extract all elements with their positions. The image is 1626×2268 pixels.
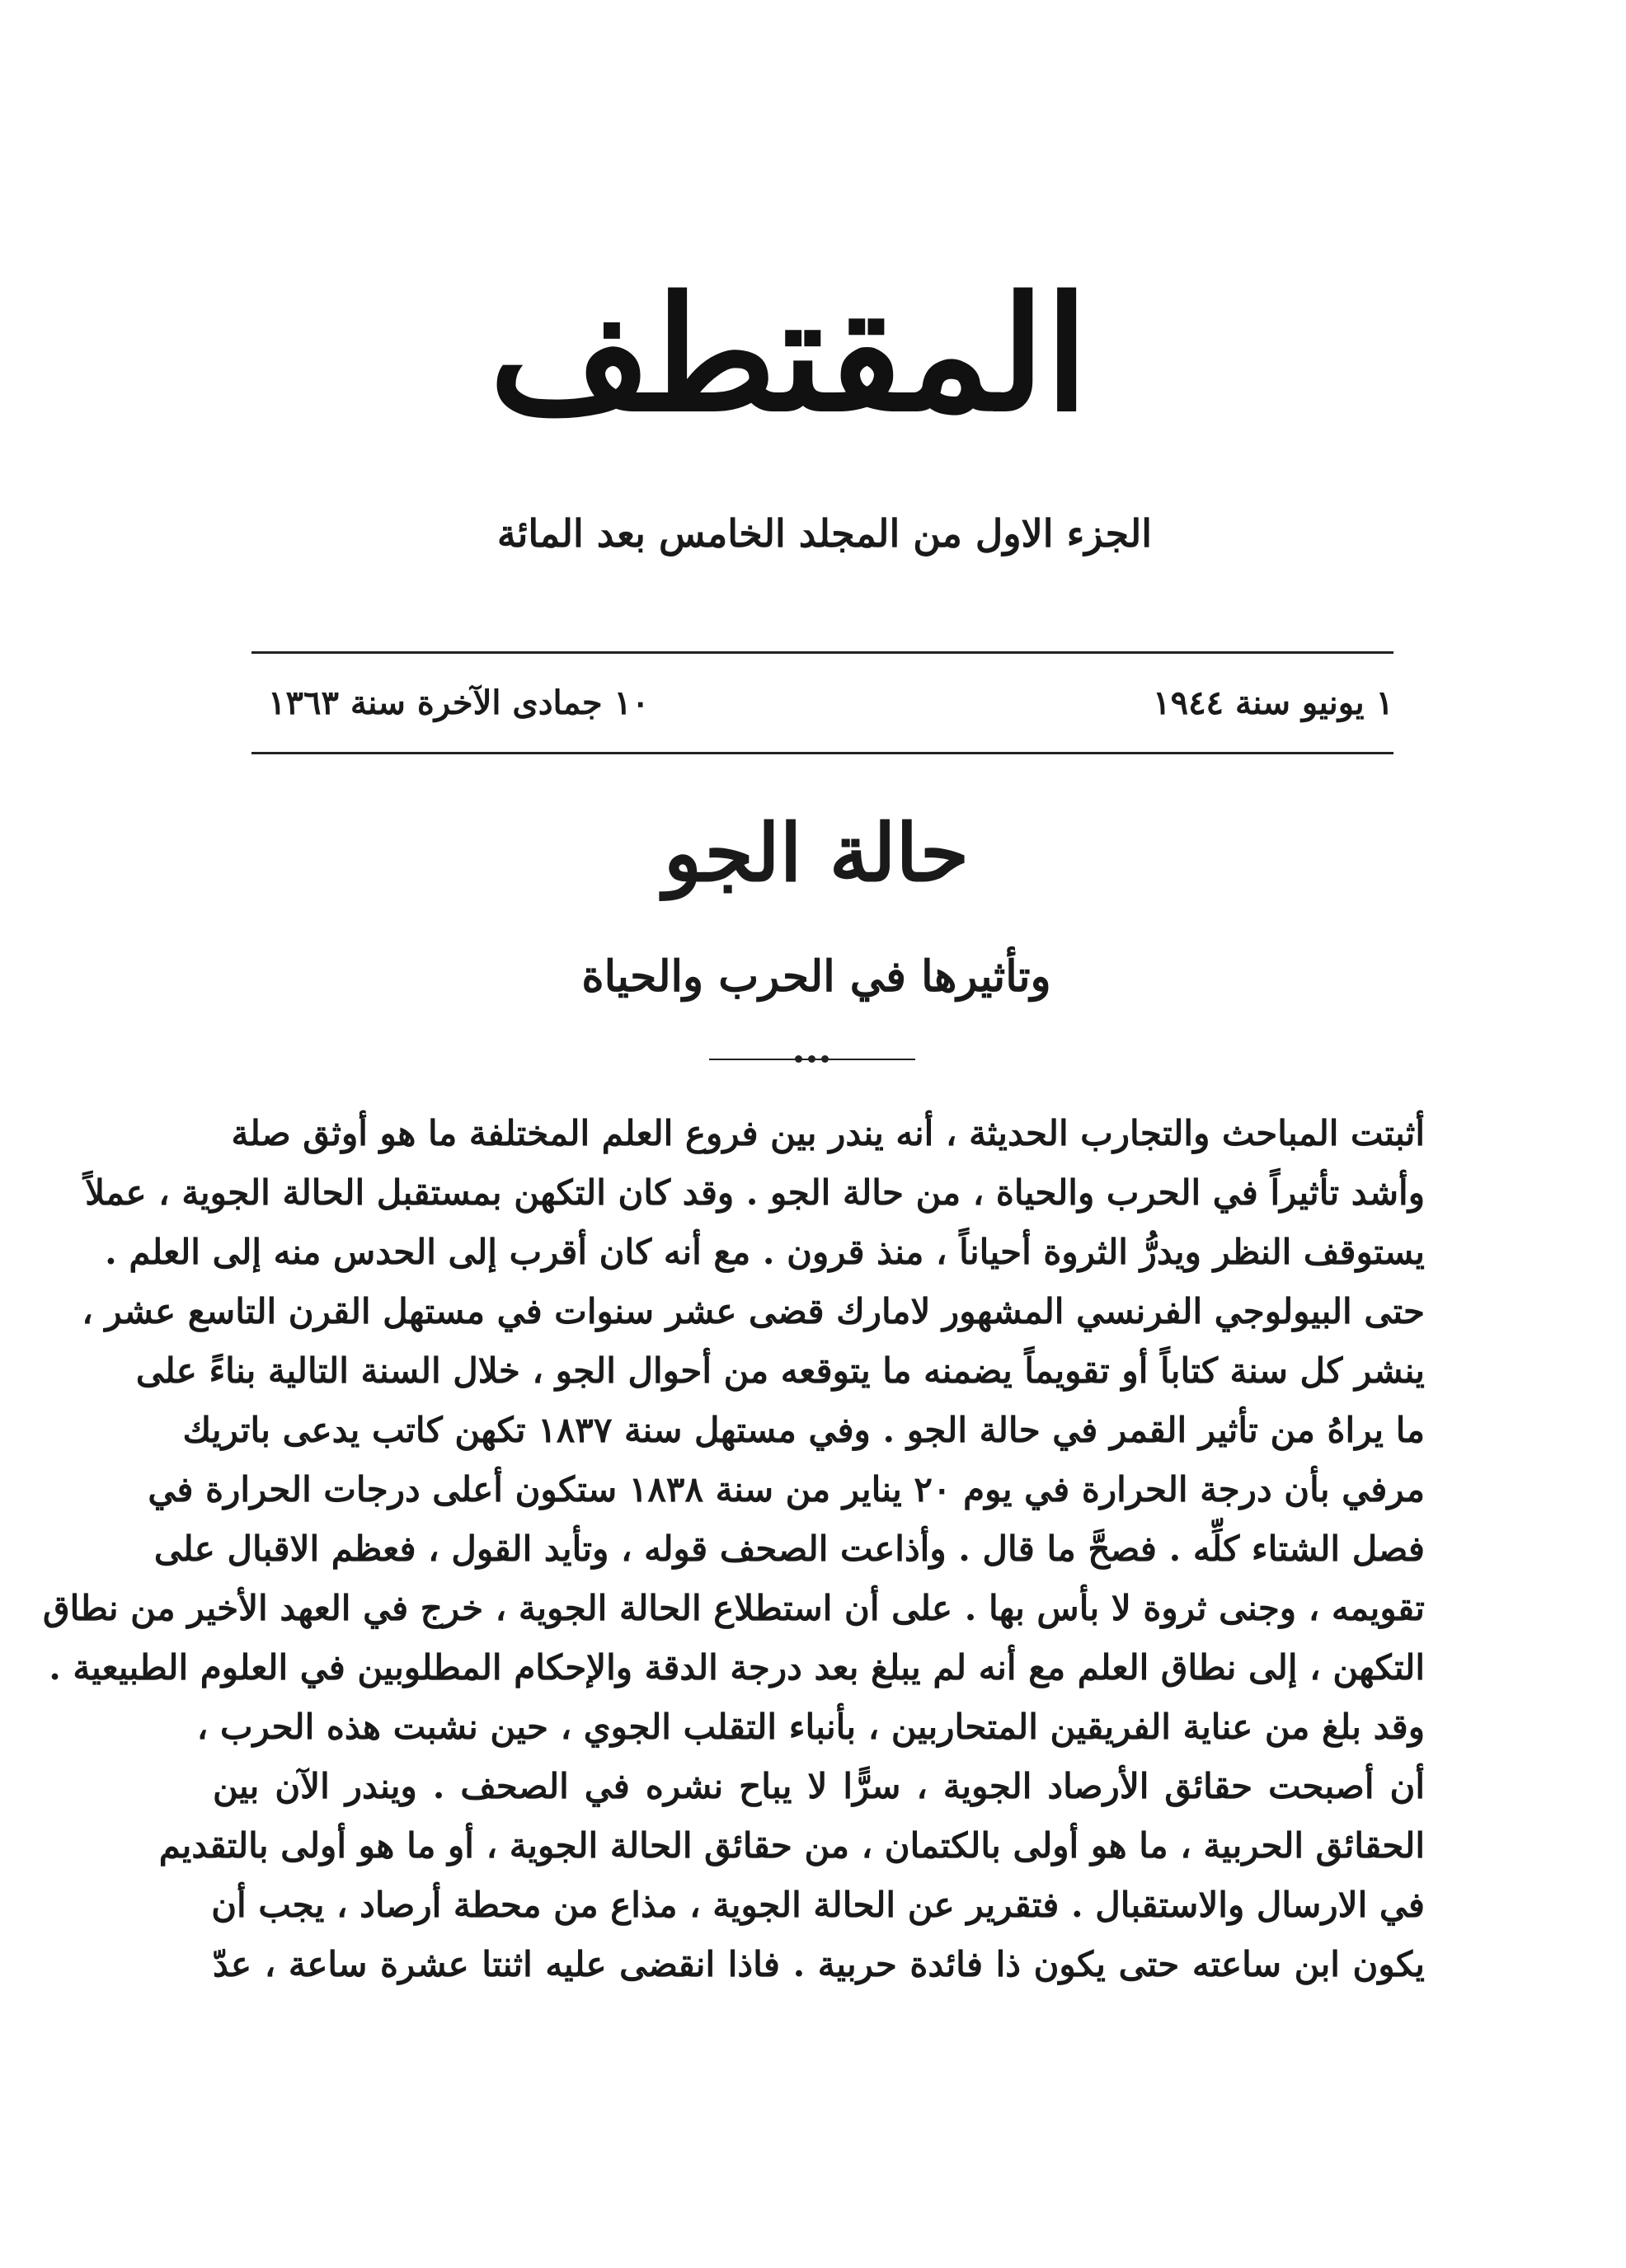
hijri-date: ١٠ جمادى الآخرة سنة ١٣٦٣ <box>268 683 650 722</box>
body-line: تقويمه ، وجنى ثروة لا بأس بها . على أن استطلاع الحالة الجوية ، خرج في العهد الأخير من نطاق <box>43 1588 1425 1628</box>
body-line: وقد بلغ من عناية الفريقين المتحاربين ، بأنباء التقلب الجوي ، حين نشبت هذه الحرب ، <box>196 1707 1425 1747</box>
dateline-top-rule <box>251 651 1393 654</box>
gregorian-date: ١ يونيو سنة ١٩٤٤ <box>1153 683 1393 722</box>
article-title: حالة الجو <box>663 806 970 899</box>
volume-line: الجزء الاول من المجلد الخامس بعد المائة <box>496 511 1153 556</box>
body-line: الحقائق الحربية ، ما هو أولى بالكتمان ، من حقائق الحالة الجوية ، أو ما هو أولى بالتقديم <box>158 1825 1425 1866</box>
dateline-bottom-rule <box>251 752 1393 754</box>
body-line: وأشد تأثيراً في الحرب والحياة ، من حالة الجو . وقد كان التكهن بمستقبل الحالة الجوية ، عملاً <box>85 1172 1425 1213</box>
ornament-dot <box>808 1055 815 1063</box>
body-line: ينشر كل سنة كتاباً أو تقويماً يضمنه ما يتوقعه من أحوال الجو ، خلال السنة التالية بناءً على <box>135 1350 1425 1391</box>
body-line: مرفي بأن درجة الحرارة في يوم ٢٠ يناير من سنة ١٨٣٨ ستكون أعلى درجات الحرارة في <box>148 1469 1425 1510</box>
body-line: في الارسال والاستقبال . فتقرير عن الحالة الجوية ، مذاع من محطة أرصاد ، يجب أن <box>211 1885 1425 1925</box>
dateline <box>251 672 1393 734</box>
ornament-dot <box>795 1055 802 1063</box>
body-line: أن أصبحت حقائق الأرصاد الجوية ، سرًّا لا يباح نشره في الصحف . ويندر الآن بين <box>213 1766 1425 1806</box>
section-ornament <box>709 1054 915 1065</box>
masthead-title: المقتطف <box>489 262 1088 446</box>
body-line: يكون ابن ساعته حتى يكون ذا فائدة حربية . فاذا انقضى عليه اثنتا عشرة ساعة ، عدّ <box>213 1944 1425 1984</box>
article-subtitle: وتأثيرها في الحرب والحياة <box>581 951 1051 1002</box>
ornament-dot <box>821 1055 829 1063</box>
body-line: أثبتت المباحث والتجارب الحديثة ، أنه يندر بين فروع العلم المختلفة ما هو أوثق صلة <box>231 1113 1425 1153</box>
body-line: فصل الشتاء كلِّه . فصحَّ ما قال . وأذاعت الصحف قوله ، وتأيد القول ، فعظم الاقبال على <box>153 1528 1425 1569</box>
body-line: ما يراهُ من تأثير القمر في حالة الجو . وفي مستهل سنة ١٨٣٧ تكهن كاتب يدعى باتريك <box>182 1410 1425 1450</box>
body-line: التكهن ، إلى نطاق العلم مع أنه لم يبلغ بعد درجة الدقة والإحكام المطلوبين في العلوم الطبيعية . <box>49 1647 1425 1688</box>
body-line: يستوقف النظر ويدرُّ الثروة أحياناً ، منذ قرون . مع أنه كان أقرب إلى الحدس منه إلى العلم . <box>105 1232 1425 1272</box>
body-line: حتى البيولوجي الفرنسي المشهور لامارك قضى عشر سنوات في مستهل القرن التاسع عشر ، <box>82 1291 1425 1331</box>
